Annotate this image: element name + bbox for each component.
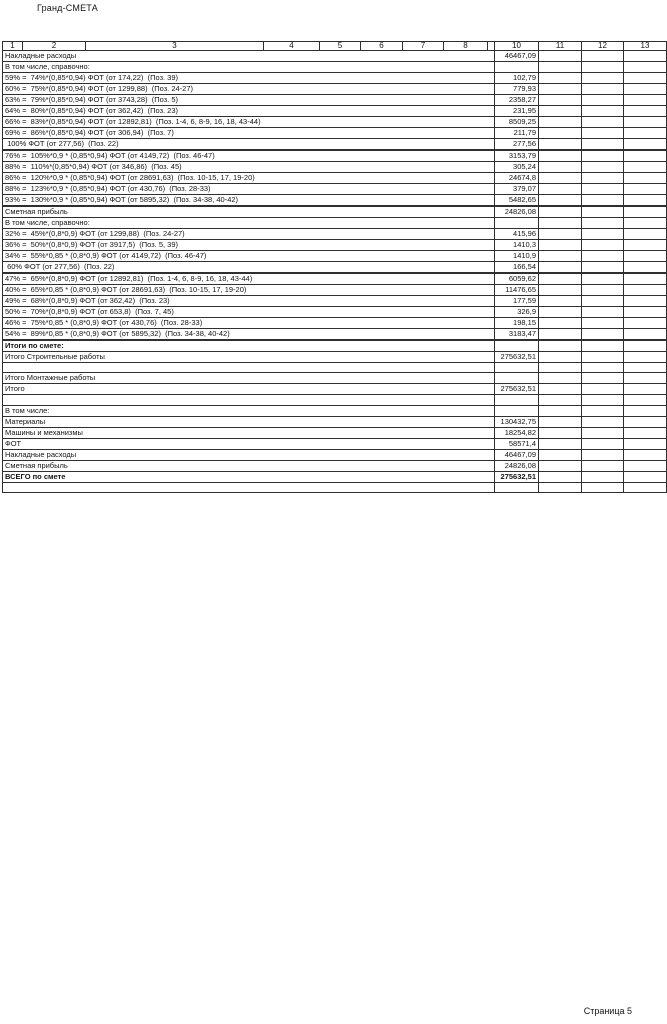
row-value: 8509,25 [495,117,539,128]
column-header-12: 12 [582,42,624,51]
table-row [3,162,667,173]
empty-cell [582,84,624,95]
row-value: 177,59 [495,296,539,307]
column-header-4: 4 [264,42,320,51]
empty-cell [582,51,624,62]
table-row [3,229,667,240]
row-value [495,405,539,416]
empty-cell [539,471,582,482]
row-label: В том числе: [3,405,495,416]
table-body [3,51,667,493]
table-row [3,262,667,274]
row-label [3,363,495,373]
row-label: Итого Монтажные работы [3,373,495,384]
table-row [3,62,667,73]
estimate-table [2,41,667,493]
empty-cell [582,307,624,318]
empty-cell [539,395,582,405]
empty-cell [582,262,624,274]
row-value: 415,96 [495,229,539,240]
empty-cell [582,427,624,438]
empty-cell [582,218,624,229]
empty-cell [624,262,667,274]
row-value: 24826,08 [495,460,539,471]
row-label: Итого Строительные работы [3,352,495,363]
empty-cell [582,373,624,384]
row-value [495,62,539,73]
empty-cell [624,352,667,363]
empty-cell [624,62,667,73]
empty-cell [624,117,667,128]
row-value: 130432,75 [495,416,539,427]
empty-cell [624,128,667,139]
empty-cell [624,240,667,251]
row-value: 275632,51 [495,384,539,395]
empty-cell [624,363,667,373]
empty-cell [624,471,667,482]
table-row [3,482,667,492]
empty-cell [582,139,624,151]
table-row [3,307,667,318]
empty-cell [582,117,624,128]
table-row [3,84,667,95]
row-value [495,373,539,384]
row-label: Машины и механизмы [3,427,495,438]
row-value: 24826,08 [495,206,539,218]
empty-cell [624,460,667,471]
row-label: 46% = 75%*0,85 * (0,8*0,9) ФОТ (от 430,76) (Поз. 28-33) [3,318,495,329]
empty-cell [582,318,624,329]
row-value: 5482,65 [495,195,539,207]
row-label: В том числе, справочно: [3,218,495,229]
row-label: 36% = 50%*(0,8*0,9) ФОТ (от 3917,5) (Поз. 5, 39) [3,240,495,251]
empty-cell [539,405,582,416]
empty-cell [582,482,624,492]
row-value: 277,56 [495,139,539,151]
column-header-hidden [488,42,495,51]
empty-cell [539,218,582,229]
empty-cell [624,482,667,492]
row-label: 40% = 65%*0,85 * (0,8*0,9) ФОТ (от 28691,63) (Поз. 10-15, 17, 19-20) [3,285,495,296]
row-label: Накладные расходы [3,449,495,460]
empty-cell [624,84,667,95]
row-value: 1410,9 [495,251,539,262]
table-row [3,139,667,151]
empty-cell [582,471,624,482]
row-label: Итоги по смете: [3,340,495,352]
empty-cell [624,251,667,262]
row-label: 76% = 105%*0,9 * (0,85*0,94) ФОТ (от 4149,72) (Поз. 46-47) [3,150,495,162]
column-header-11: 11 [539,42,582,51]
row-value: 6059,62 [495,273,539,285]
empty-cell [624,173,667,184]
empty-cell [624,373,667,384]
empty-cell [539,427,582,438]
row-value [495,395,539,405]
row-label: Итого [3,384,495,395]
row-value [495,482,539,492]
row-label [3,482,495,492]
empty-cell [624,95,667,106]
row-value: 1410,3 [495,240,539,251]
empty-cell [582,296,624,307]
row-value: 2358,27 [495,95,539,106]
row-value: 24674,8 [495,173,539,184]
row-value: 166,54 [495,262,539,274]
row-label: 64% = 80%*(0,85*0,94) ФОТ (от 362,42) (Поз. 23) [3,106,495,117]
row-value [495,363,539,373]
row-label: 86% = 120%*0,9 * (0,85*0,94) ФОТ (от 28691,63) (Поз. 10-15, 17, 19-20) [3,173,495,184]
empty-cell [582,285,624,296]
empty-cell [539,229,582,240]
empty-cell [582,363,624,373]
row-value: 275632,51 [495,471,539,482]
empty-cell [624,449,667,460]
table-row [3,471,667,482]
row-value: 3183,47 [495,329,539,341]
app-title: Гранд-СМЕТА [37,3,98,13]
row-value: 46467,09 [495,449,539,460]
empty-cell [539,482,582,492]
empty-cell [624,329,667,341]
empty-cell [582,460,624,471]
empty-cell [539,206,582,218]
empty-cell [582,329,624,341]
empty-cell [582,62,624,73]
empty-cell [582,184,624,195]
empty-cell [539,117,582,128]
empty-cell [624,427,667,438]
empty-cell [539,438,582,449]
column-header-6: 6 [361,42,403,51]
table-row [3,173,667,184]
empty-cell [539,240,582,251]
row-label: 60% = 75%*(0,85*0,94) ФОТ (от 1299,88) (Поз. 24-27) [3,84,495,95]
empty-cell [624,218,667,229]
empty-cell [539,84,582,95]
column-header-5: 5 [320,42,361,51]
row-label: ФОТ [3,438,495,449]
empty-cell [539,251,582,262]
table-row [3,296,667,307]
table-row [3,51,667,62]
empty-cell [624,416,667,427]
empty-cell [582,106,624,117]
table-row [3,352,667,363]
table-row [3,438,667,449]
empty-cell [582,95,624,106]
row-value: 379,07 [495,184,539,195]
row-label: 100% ФОТ (от 277,56) (Поз. 22) [3,139,495,151]
table-row [3,95,667,106]
table-row [3,106,667,117]
empty-cell [539,460,582,471]
empty-cell [539,318,582,329]
row-value: 305,24 [495,162,539,173]
row-value: 779,93 [495,84,539,95]
empty-cell [624,285,667,296]
row-value: 11476,65 [495,285,539,296]
empty-cell [539,373,582,384]
empty-cell [624,150,667,162]
empty-cell [539,262,582,274]
empty-cell [582,395,624,405]
column-header-10: 10 [495,42,539,51]
empty-cell [539,340,582,352]
empty-cell [624,340,667,352]
empty-cell [582,340,624,352]
row-label: 93% = 130%*0,9 * (0,85*0,94) ФОТ (от 5895,32) (Поз. 34-38, 40-42) [3,195,495,207]
empty-cell [624,307,667,318]
empty-cell [539,73,582,84]
column-header-8: 8 [444,42,488,51]
table-row [3,416,667,427]
table-row [3,405,667,416]
empty-cell [582,162,624,173]
empty-cell [539,62,582,73]
empty-cell [539,106,582,117]
row-label: 50% = 70%*(0,8*0,9) ФОТ (от 653,8) (Поз. 7, 45) [3,307,495,318]
row-value: 326,9 [495,307,539,318]
empty-cell [624,229,667,240]
row-label: ВСЕГО по смете [3,471,495,482]
empty-cell [624,318,667,329]
row-label: 34% = 55%*0,85 * (0,8*0,9) ФОТ (от 4149,72) (Поз. 46-47) [3,251,495,262]
empty-cell [582,195,624,207]
empty-cell [624,106,667,117]
empty-cell [624,162,667,173]
empty-cell [539,296,582,307]
empty-cell [539,139,582,151]
empty-cell [539,184,582,195]
empty-cell [539,352,582,363]
empty-cell [624,395,667,405]
empty-cell [624,51,667,62]
empty-cell [624,438,667,449]
row-value: 3153,79 [495,150,539,162]
row-value: 58571,4 [495,438,539,449]
empty-cell [539,416,582,427]
table-row [3,117,667,128]
table-row [3,128,667,139]
column-header-7: 7 [403,42,444,51]
row-value: 102,79 [495,73,539,84]
row-label: 88% = 123%*0,9 * (0,85*0,94) ФОТ (от 430,76) (Поз. 28-33) [3,184,495,195]
row-value [495,340,539,352]
empty-cell [539,150,582,162]
table-row [3,340,667,352]
column-header-3: 3 [86,42,264,51]
table-row [3,373,667,384]
table-row [3,460,667,471]
table-row [3,384,667,395]
row-value: 18254,82 [495,427,539,438]
row-value: 46467,09 [495,51,539,62]
table-row [3,206,667,218]
empty-cell [539,195,582,207]
empty-cell [582,384,624,395]
empty-cell [624,184,667,195]
row-label: Материалы [3,416,495,427]
empty-cell [582,251,624,262]
row-value: 198,15 [495,318,539,329]
empty-cell [624,195,667,207]
empty-cell [582,405,624,416]
empty-cell [539,95,582,106]
empty-cell [624,273,667,285]
empty-cell [582,206,624,218]
row-label: 54% = 89%*0,85 * (0,8*0,9) ФОТ (от 5895,32) (Поз. 34-38, 40-42) [3,329,495,341]
row-value: 211,79 [495,128,539,139]
empty-cell [582,73,624,84]
empty-cell [582,438,624,449]
table-row [3,218,667,229]
empty-cell [582,128,624,139]
empty-cell [624,384,667,395]
empty-cell [539,273,582,285]
empty-cell [539,449,582,460]
empty-cell [582,273,624,285]
row-label: 66% = 83%*(0,85*0,94) ФОТ (от 12892,81) (Поз. 1-4, 6, 8-9, 16, 18, 43-44) [3,117,495,128]
table-row [3,251,667,262]
row-label [3,395,495,405]
column-header-1: 1 [3,42,23,51]
empty-cell [624,139,667,151]
row-label: 49% = 68%*(0,8*0,9) ФОТ (от 362,42) (Поз. 23) [3,296,495,307]
empty-cell [582,240,624,251]
row-value [495,218,539,229]
empty-cell [539,51,582,62]
row-label: 59% = 74%*(0,85*0,94) ФОТ (от 174,22) (Поз. 39) [3,73,495,84]
table-row [3,318,667,329]
row-label: Накладные расходы [3,51,495,62]
empty-cell [582,449,624,460]
empty-cell [582,150,624,162]
row-label: 69% = 86%*(0,85*0,94) ФОТ (от 306,94) (Поз. 7) [3,128,495,139]
empty-cell [539,285,582,296]
empty-cell [539,173,582,184]
empty-cell [582,352,624,363]
row-value: 231,95 [495,106,539,117]
column-header-row [3,42,667,51]
empty-cell [539,384,582,395]
table-row [3,195,667,207]
empty-cell [624,73,667,84]
table-row [3,449,667,460]
table-row [3,427,667,438]
empty-cell [539,363,582,373]
empty-cell [539,128,582,139]
table-row [3,150,667,162]
empty-cell [582,173,624,184]
column-header-2: 2 [23,42,86,51]
table-row [3,363,667,373]
empty-cell [539,162,582,173]
column-header-13: 13 [624,42,667,51]
empty-cell [582,229,624,240]
table-row [3,395,667,405]
empty-cell [624,405,667,416]
row-label: В том числе, справочно: [3,62,495,73]
table-row [3,329,667,341]
table-row [3,73,667,84]
table-row [3,240,667,251]
row-label: 60% ФОТ (от 277,56) (Поз. 22) [3,262,495,274]
empty-cell [539,307,582,318]
row-value: 275632,51 [495,352,539,363]
table-row [3,273,667,285]
row-label: 47% = 65%*(0,8*0,9) ФОТ (от 12892,81) (Поз. 1-4, 6, 8-9, 16, 18, 43-44) [3,273,495,285]
empty-cell [539,329,582,341]
empty-cell [624,296,667,307]
page-number: Страница 5 [583,1006,632,1016]
row-label: Сметная прибыль [3,206,495,218]
table-row [3,285,667,296]
empty-cell [582,416,624,427]
row-label: Сметная прибыль [3,460,495,471]
empty-cell [624,206,667,218]
table-row [3,184,667,195]
row-label: 88% = 110%*(0,85*0,94) ФОТ (от 346,86) (Поз. 45) [3,162,495,173]
row-label: 63% = 79%*(0,85*0,94) ФОТ (от 3743,28) (Поз. 5) [3,95,495,106]
row-label: 32% = 45%*(0,8*0,9) ФОТ (от 1299,88) (Поз. 24-27) [3,229,495,240]
